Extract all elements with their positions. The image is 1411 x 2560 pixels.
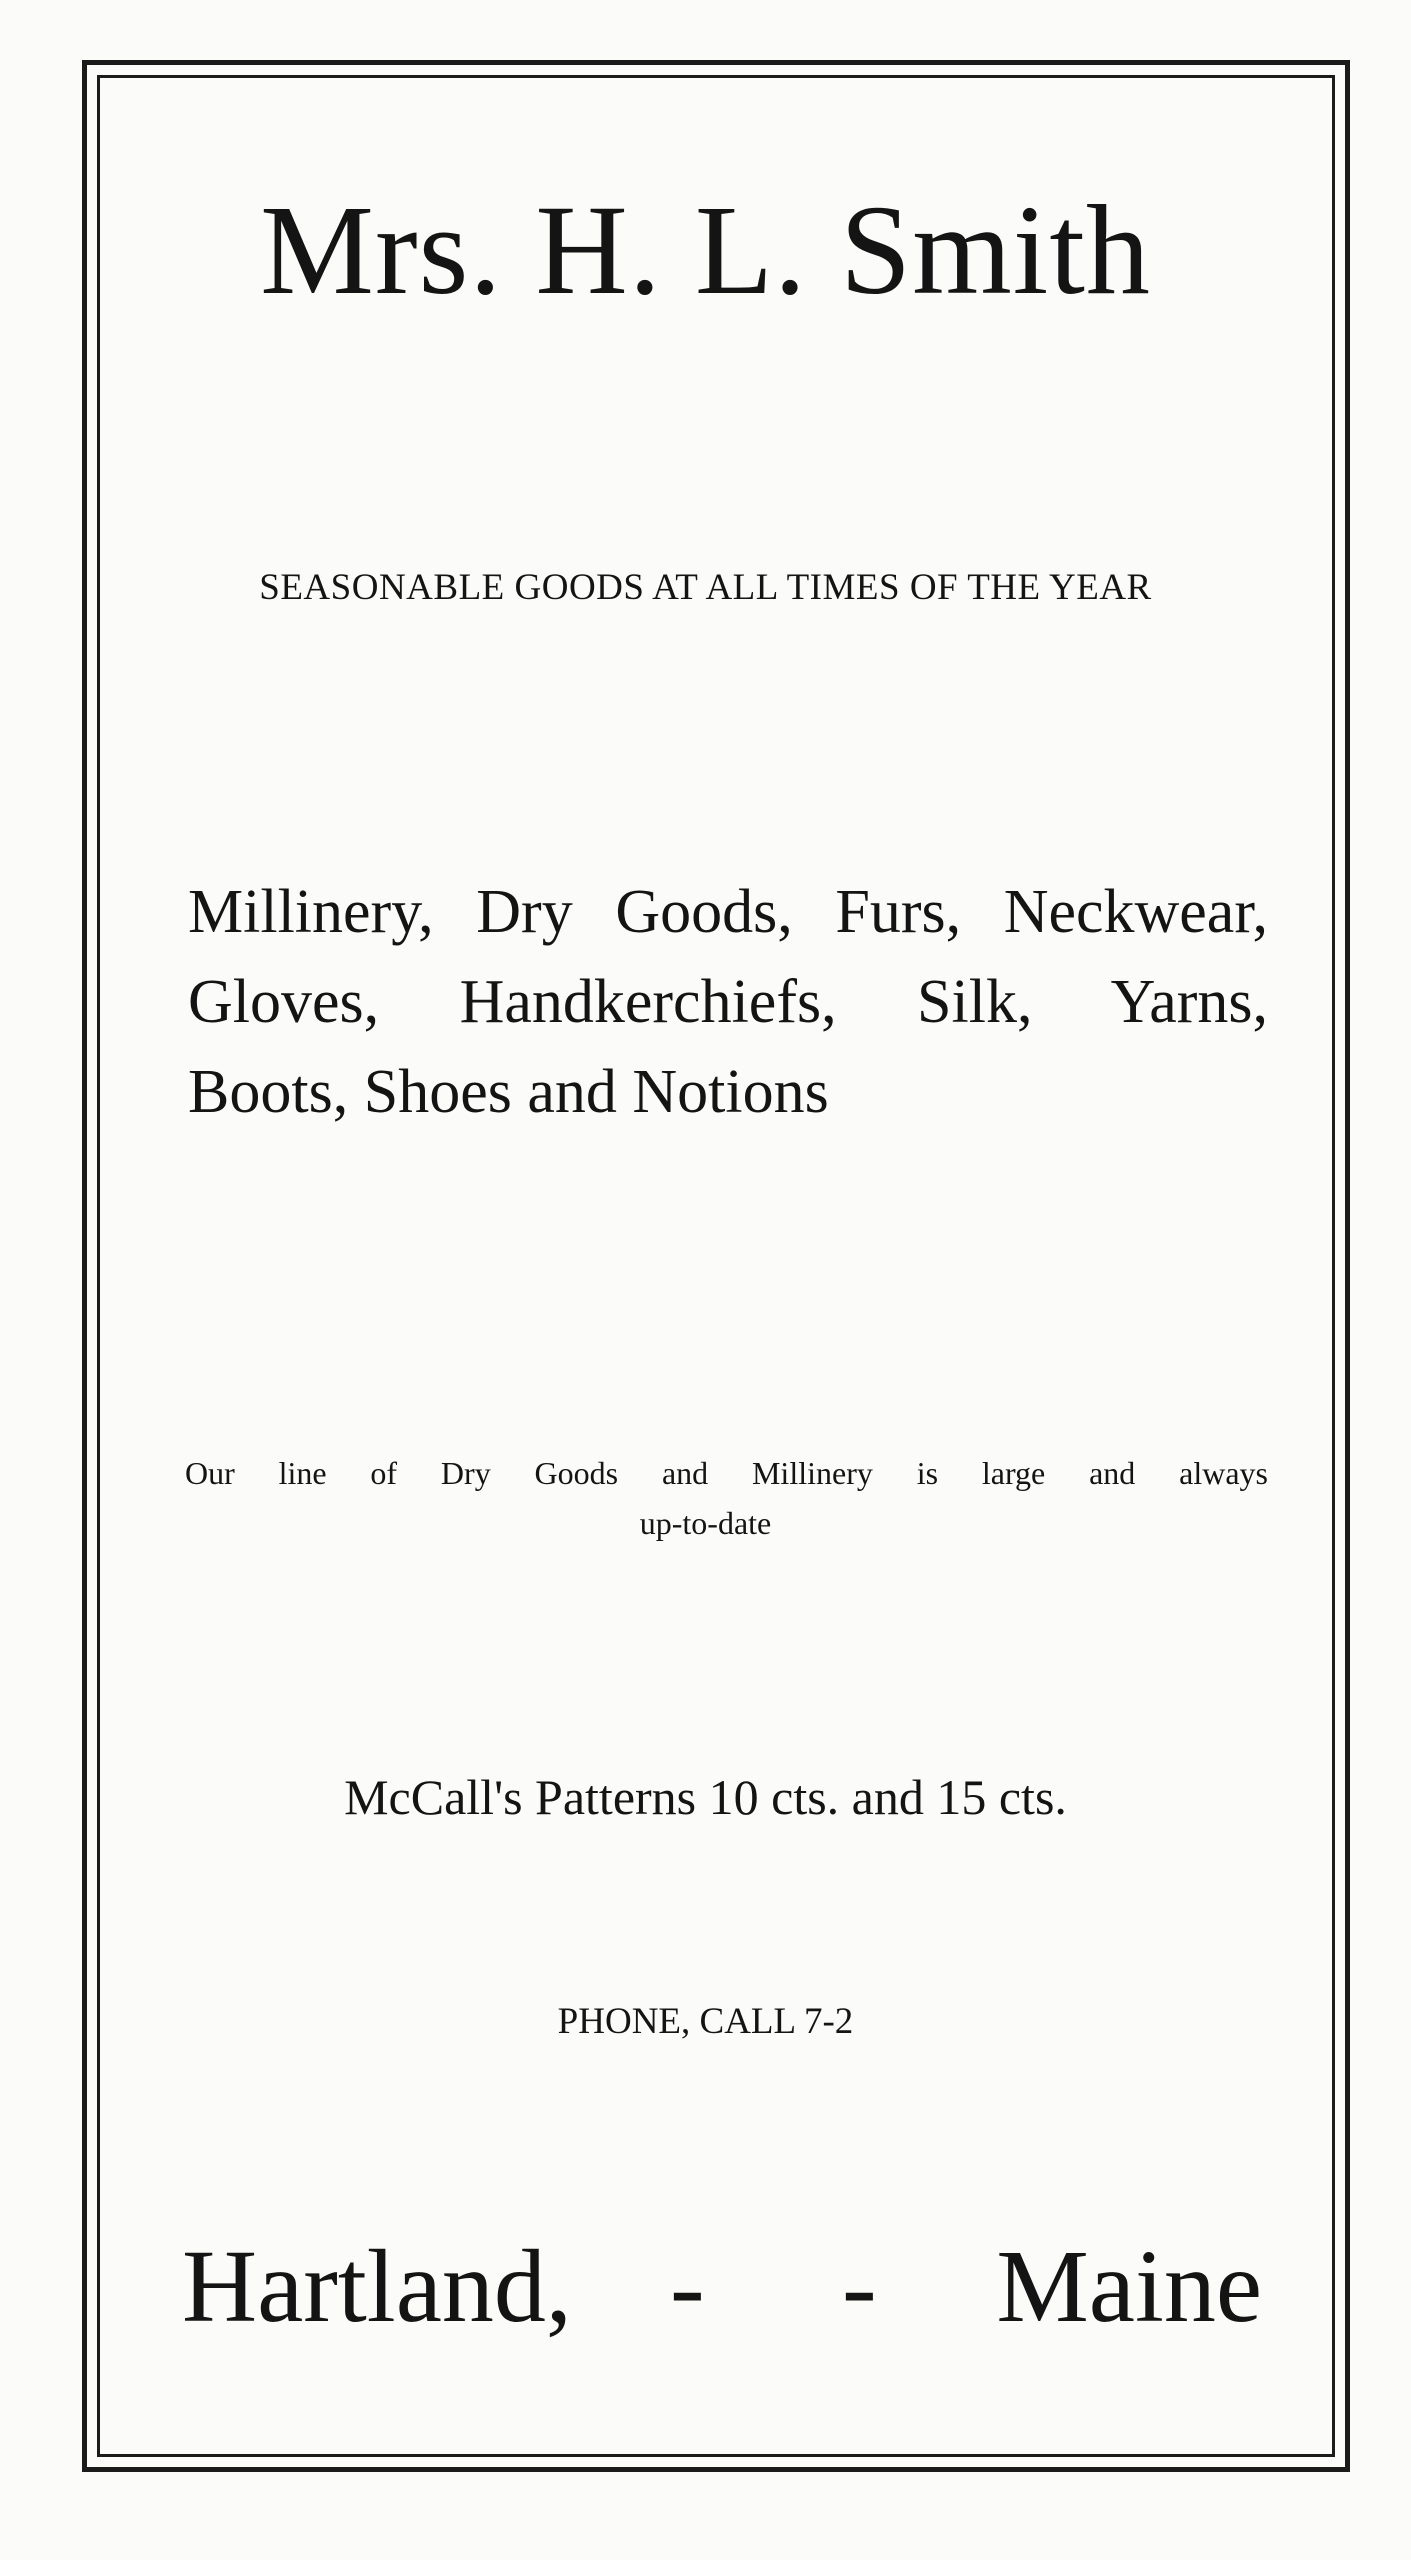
separator-dash-2: - — [842, 2229, 877, 2344]
seasonal-tagline: SEASONABLE GOODS AT ALL TIMES OF THE YEAR — [259, 567, 1152, 608]
goods-line-1: Millinery, Dry Goods, Furs, Neckwear, — [188, 878, 1268, 946]
advertisement-title: Mrs. H. L. Smith — [260, 179, 1151, 321]
state-name: Maine — [996, 2229, 1262, 2344]
city-name: Hartland, — [182, 2229, 572, 2344]
dry-goods-note-continuation: up-to-date — [639, 1505, 772, 1541]
patterns-pricing: McCall's Patterns 10 cts. and 15 cts. — [344, 1769, 1067, 1825]
inner-border — [97, 75, 1335, 2457]
separator-dash-1: - — [670, 2229, 705, 2344]
dry-goods-note: Our line of Dry Goods and Millinery is large and always — [185, 1455, 1268, 1491]
goods-line-3: Boots, Shoes and Notions — [188, 1058, 829, 1126]
phone-number: PHONE, CALL 7-2 — [557, 2001, 854, 2042]
location-footer — [182, 2230, 1262, 2360]
goods-line-2: Gloves, Handkerchiefs, Silk, Yarns, — [188, 968, 1268, 1036]
